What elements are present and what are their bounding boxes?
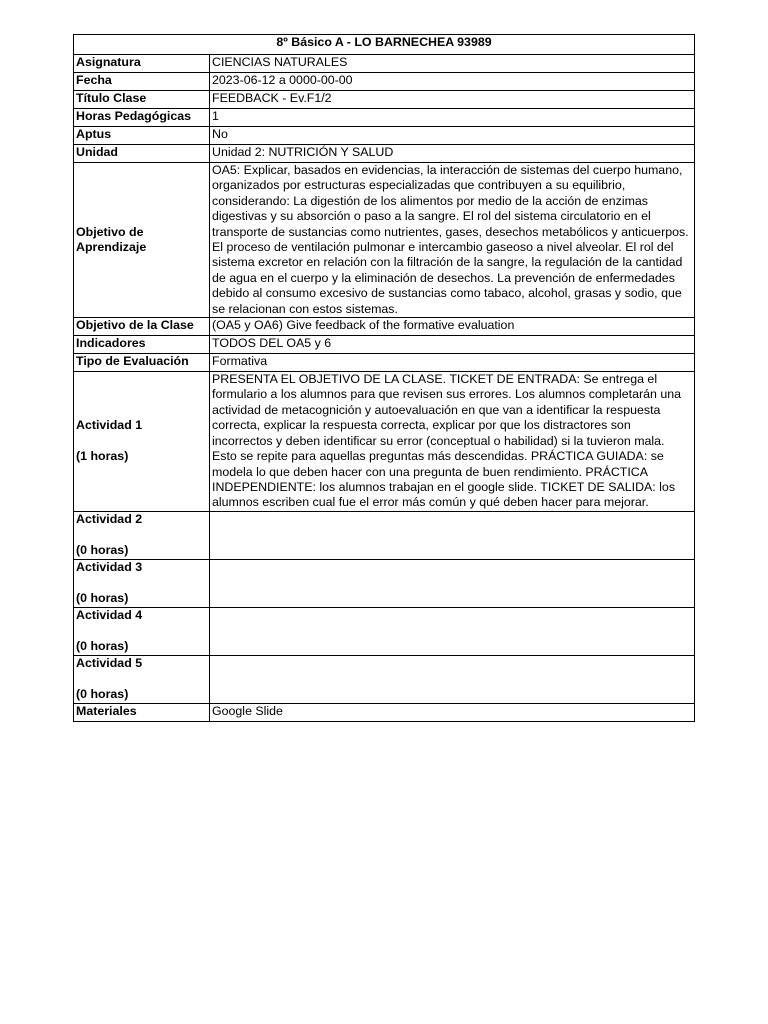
- value-materiales: Google Slide: [210, 703, 695, 721]
- actividad-3-hours: (0 horas): [76, 590, 129, 605]
- actividad-5-title: Actividad 5: [76, 655, 143, 670]
- row-aptus: [74, 127, 695, 145]
- document-title: 8º Básico A - LO BARNECHEA 93989: [74, 35, 695, 55]
- label-fecha: Fecha: [74, 73, 210, 91]
- value-horas-pedagogicas: 1: [210, 109, 695, 127]
- row-unidad: [74, 145, 695, 163]
- value-actividad-2: [210, 511, 695, 559]
- row-actividad-5: [74, 655, 695, 703]
- actividad-1-hours: (1 horas): [76, 449, 129, 464]
- value-actividad-3: [210, 559, 695, 607]
- row-asignatura: [74, 55, 695, 73]
- label-actividad-5: [74, 655, 210, 703]
- actividad-3-title: Actividad 3: [76, 559, 143, 574]
- row-fecha: [74, 73, 695, 91]
- label-tipo-evaluacion: Tipo de Evaluación: [74, 354, 210, 372]
- label-actividad-1: [74, 372, 210, 512]
- row-actividad-2: [74, 511, 695, 559]
- row-indicadores: [74, 336, 695, 354]
- label-unidad: Unidad: [74, 145, 210, 163]
- label-actividad-2: [74, 511, 210, 559]
- label-objetivo-aprendizaje: Objetivo de Aprendizaje: [74, 163, 210, 318]
- row-titulo-clase: [74, 91, 695, 109]
- lesson-plan-table: [73, 34, 695, 722]
- label-horas-pedagogicas: Horas Pedagógicas: [74, 109, 210, 127]
- row-objetivo-aprendizaje: [74, 163, 695, 318]
- value-actividad-4: [210, 607, 695, 655]
- actividad-4-title: Actividad 4: [76, 607, 143, 622]
- row-actividad-3: [74, 559, 695, 607]
- row-actividad-4: [74, 607, 695, 655]
- label-aptus: Aptus: [74, 127, 210, 145]
- value-actividad-5: [210, 655, 695, 703]
- value-unidad: Unidad 2: NUTRICIÓN Y SALUD: [210, 145, 695, 163]
- row-horas-pedagogicas: [74, 109, 695, 127]
- label-actividad-4: [74, 607, 210, 655]
- actividad-2-title: Actividad 2: [76, 511, 143, 526]
- label-indicadores: Indicadores: [74, 336, 210, 354]
- value-objetivo-clase: (OA5 y OA6) Give feedback of the formative evaluation: [210, 318, 695, 336]
- actividad-4-hours: (0 horas): [76, 638, 129, 653]
- row-tipo-evaluacion: [74, 354, 695, 372]
- actividad-2-hours: (0 horas): [76, 542, 129, 557]
- value-titulo-clase: FEEDBACK - Ev.F1/2: [210, 91, 695, 109]
- label-actividad-3: [74, 559, 210, 607]
- value-asignatura: CIENCIAS NATURALES: [210, 55, 695, 73]
- actividad-5-hours: (0 horas): [76, 686, 129, 701]
- label-titulo-clase: Título Clase: [74, 91, 210, 109]
- value-objetivo-aprendizaje: OA5: Explicar, basados en evidencias, la interacción de sistemas del cuerpo humano, organizados por estructuras especializadas que contribuyen a su equilibrio, considerando: La digestión de los alimentos por medio de la acción de enzimas digestivas y su absorción o paso a la sangre. El rol del sistema circulatorio en el transporte de sustancias como nutrientes, gases, desechos metabólicos y anticuerpos. El proceso de ventilación pulmonar e intercambio gaseoso a nivel alveolar. El rol del sistema excretor en relación con la filtración de la sangre, la regulación de la cantidad de agua en el cuerpo y la eliminación de desechos. La prevención de enfermedades debido al consumo excesivo de sustancias como tabaco, alcohol, grasas y sodio, que se relacionan con estos sistemas.: [210, 163, 695, 318]
- label-materiales: Materiales: [74, 703, 210, 721]
- label-asignatura: Asignatura: [74, 55, 210, 73]
- row-objetivo-clase: [74, 318, 695, 336]
- label-objetivo-clase: Objetivo de la Clase: [74, 318, 210, 336]
- title-row: [74, 35, 695, 55]
- value-actividad-1: PRESENTA EL OBJETIVO DE LA CLASE. TICKET DE ENTRADA: Se entrega el formulario a los alumnos para que revisen sus errores. Los alumnos completarán una actividad de metacognición y autoevaluación en que van a identificar la respuesta correcta, explicar la respuesta correcta, explicar por que los distractores son incorrectos y deben identificar su error (conceptual o habilidad) si la tuvieron mala. Esto se repite para aquellas preguntas más descendidas. PRÁCTICA GUIADA: se modela lo que deben hacer con una pregunta de buen rendimiento. PRÁCTICA INDEPENDIENTE: los alumnos trabajan en el google slide. TICKET DE SALIDA: los alumnos escriben cual fue el error más común y qué deben hacer para mejorar.: [210, 372, 695, 512]
- value-fecha: 2023-06-12 a 0000-00-00: [210, 73, 695, 91]
- actividad-1-title: Actividad 1: [76, 418, 143, 433]
- row-materiales: [74, 703, 695, 721]
- value-aptus: No: [210, 127, 695, 145]
- value-tipo-evaluacion: Formativa: [210, 354, 695, 372]
- row-actividad-1: [74, 372, 695, 512]
- value-indicadores: TODOS DEL OA5 y 6: [210, 336, 695, 354]
